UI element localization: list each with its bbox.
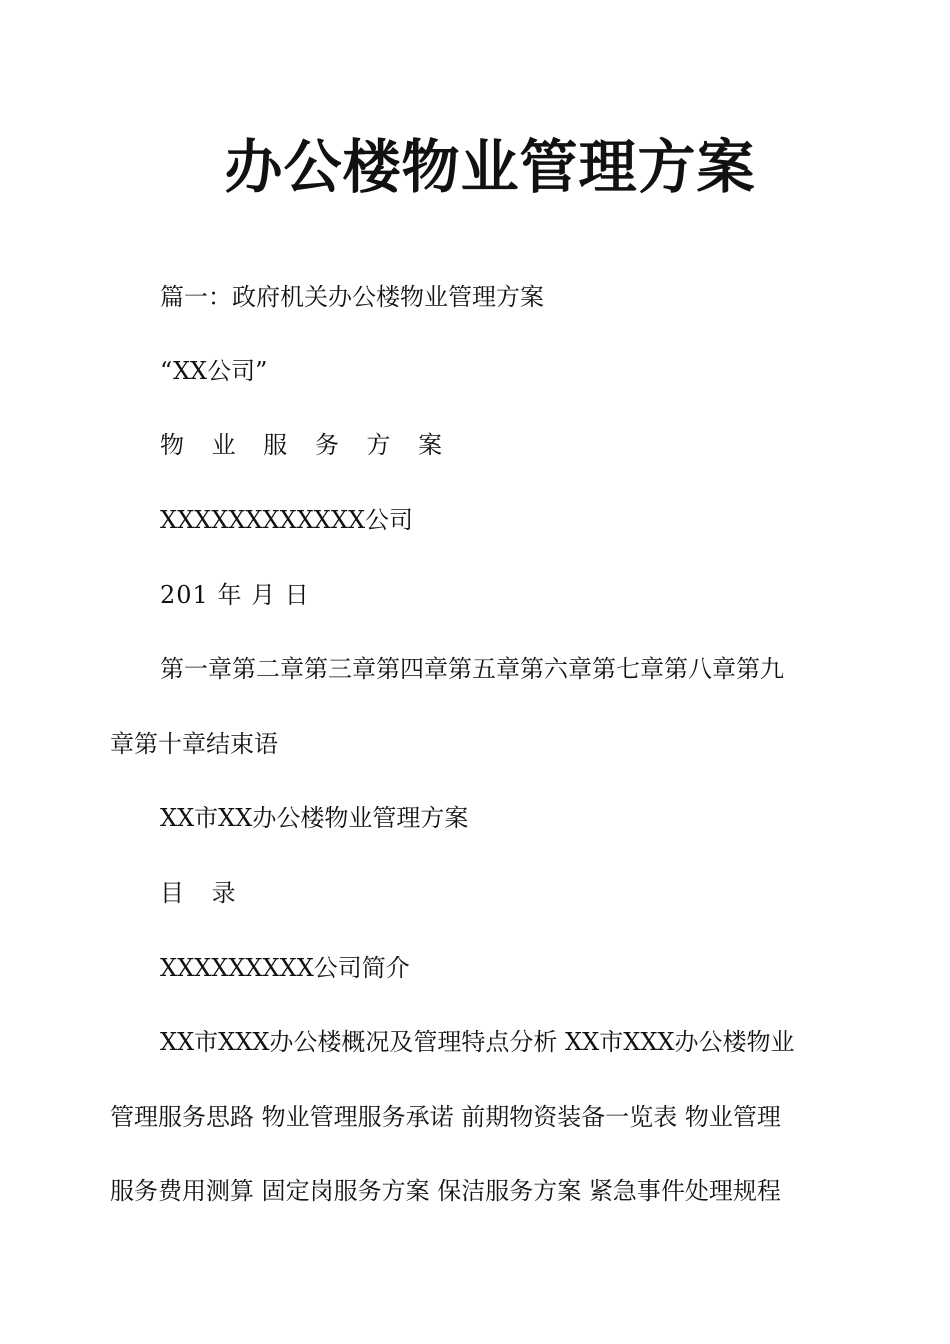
company-placeholder-line: XXXXXXXXXXXX公司 [160, 506, 414, 534]
toc-line-3: 服务费用测算 固定岗服务方案 保洁服务方案 紧急事件处理规程 [110, 1177, 781, 1205]
toc-line-2: 管理服务思路 物业管理服务承诺 前期物资装备一览表 物业管理 [110, 1103, 781, 1131]
toc-line-1: XX市XXX办公楼概况及管理特点分析 XX市XXX办公楼物业 [160, 1028, 795, 1056]
document-title: 办公楼物业管理方案 [224, 133, 756, 201]
plan-title-line: XX市XX办公楼物业管理方案 [160, 804, 469, 832]
company-name-line: “XX公司” [160, 357, 268, 385]
service-plan-line: 物 业 服 务 方 案 [160, 431, 453, 459]
toc-company-intro: XXXXXXXXX公司简介 [160, 954, 410, 982]
chapter-list-line-2: 章第十章结束语 [110, 730, 278, 758]
chapter-list-line-1: 第一章第二章第三章第四章第五章第六章第七章第八章第九 [160, 655, 784, 683]
toc-heading: 目 录 [160, 879, 246, 907]
section-heading-line: 篇一：政府机关办公楼物业管理方案 [160, 283, 544, 311]
date-line: 201 年 月 日 [160, 581, 310, 609]
